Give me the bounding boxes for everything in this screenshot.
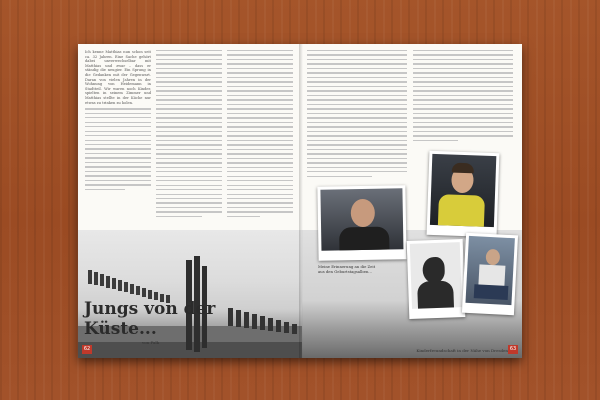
footer-text: Kinderfreundschaft in der Nähe von Dresden [416,348,508,353]
magazine-spread [78,44,522,358]
polaroid-young-man [317,185,406,261]
text-column-3 [227,50,293,220]
spine-shadow [299,44,303,358]
body-text-lines [85,108,151,190]
title-line-1: Jungs von der [84,299,216,319]
polaroid-boy-yellow [427,151,500,237]
title-line-2: Küste... [84,319,157,339]
intro-column [85,50,151,220]
article-title [84,299,224,339]
text-column-4 [307,50,407,182]
text-column-2 [156,50,222,220]
page-number-left: 62 [83,346,91,352]
text-column-5 [413,50,513,150]
page-number-right: 63 [509,346,517,352]
polaroid-sitting [462,233,518,316]
polaroid-silhouette [407,239,466,319]
author-byline: von Falk [142,340,160,345]
intro-paragraph: Ich kenne Matthias nun schon seit ca. 32 Jahren. Eine Sache gehört dabei unverwechselbar mit Matthias und zwar – dass er ständig die neugier. Ein Sprung in die Gedanken mit der Gegenwart. Daran von vielen Jahren in der Wohnung von Heidemann in Stadtteil. Wir waren noch Kinder, spielten in seinem Zimmer und Matthias stellte in der Küche nur etwas zu trinken zu holen. [85,50,151,105]
photo-caption: Meine Erinnerung an die Zeit aus den Geburtstagsalben... [318,264,376,274]
